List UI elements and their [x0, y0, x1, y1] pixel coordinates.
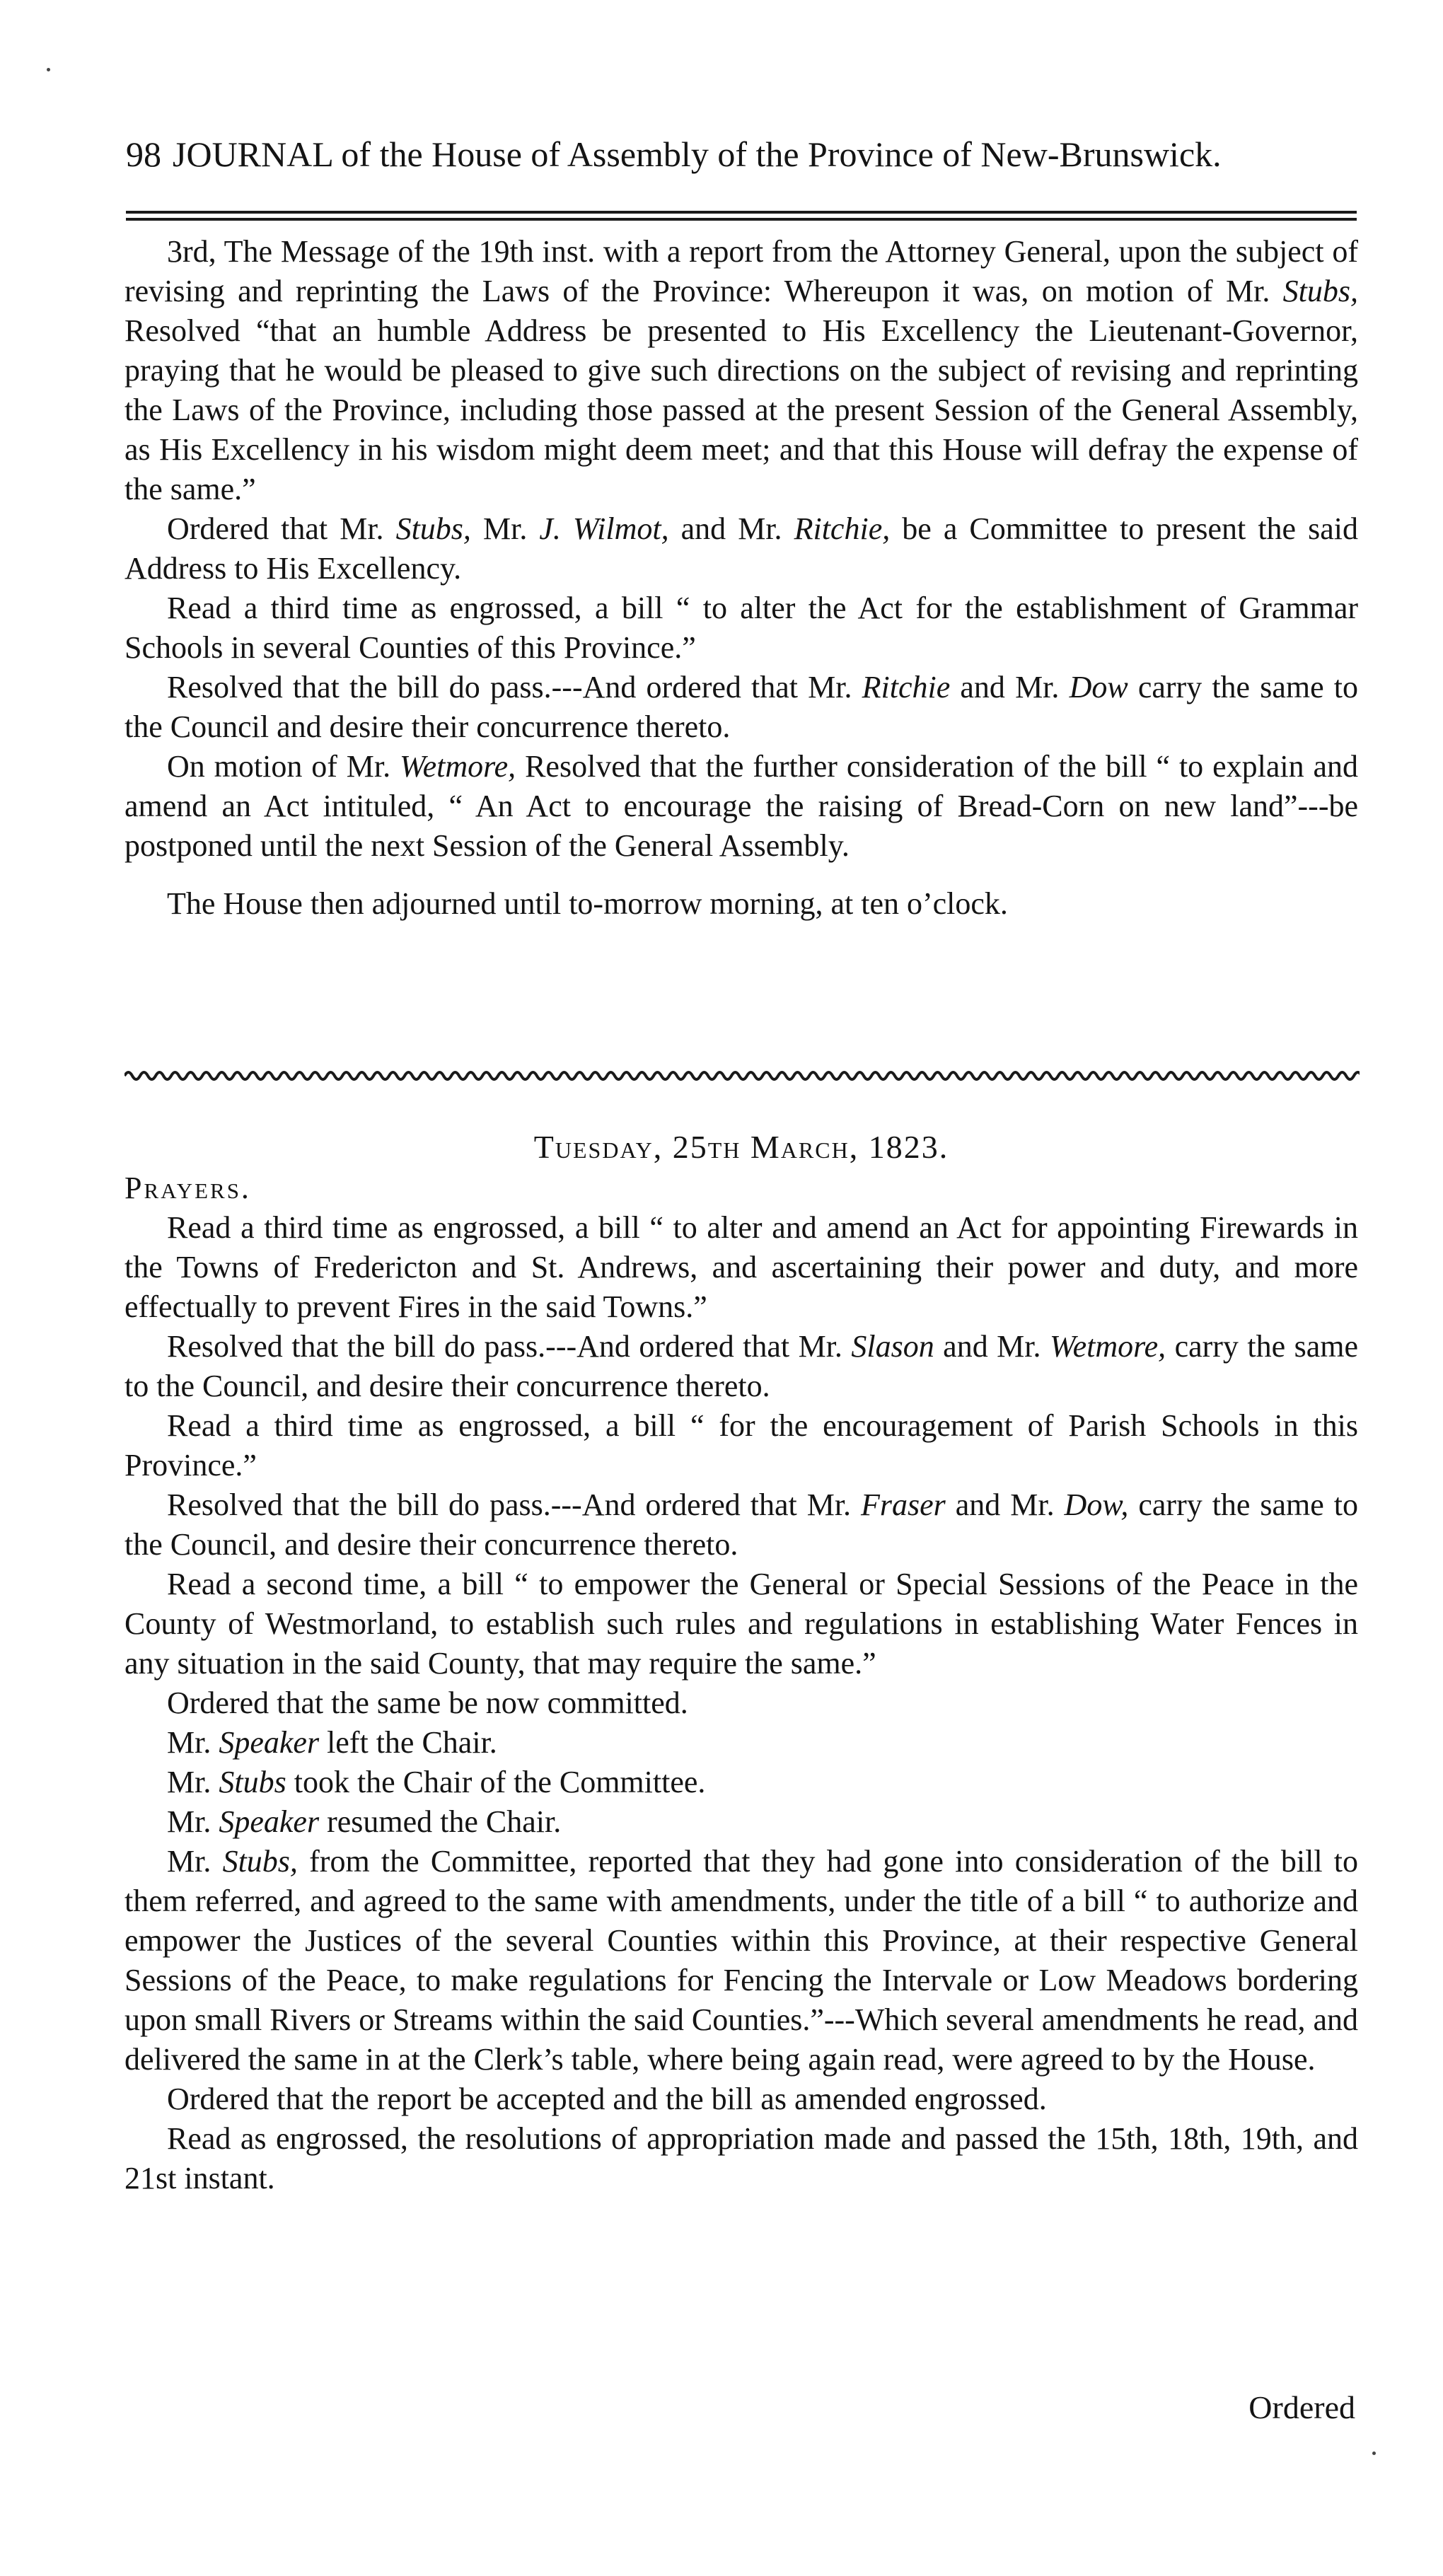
italic-name: Wetmore, [1049, 1329, 1166, 1364]
section-march-24 [124, 232, 1358, 924]
text-run: Resolved that the bill do pass.---And ordered that Mr. [167, 1329, 852, 1364]
section2-paragraph [124, 1802, 1358, 1842]
section2-paragraph [124, 1565, 1358, 1683]
text-run: Mr. [167, 1804, 219, 1839]
page-number: 98 [126, 134, 161, 174]
italic-name: Dow [1069, 670, 1128, 704]
section2-paragraph [124, 1683, 1358, 1723]
text-run: resumed the Chair. [319, 1804, 562, 1839]
text-run: Mr. [167, 1844, 223, 1879]
italic-name: Ritchie [862, 670, 951, 704]
italic-name: Stubs, [222, 1844, 298, 1879]
running-title: JOURNAL of the House of Assembly of the Province of New-Brunswick. [173, 134, 1222, 174]
text-run: took the Chair of the Committee. [286, 1765, 706, 1799]
italic-name: J. Wilmot, [539, 511, 669, 546]
text-run: and Mr. [950, 670, 1070, 704]
prayers-heading: Prayers. [124, 1171, 251, 1205]
text-run: Mr. [470, 511, 540, 546]
section-march-25 [124, 1168, 1358, 2198]
section2-paragraph [124, 1327, 1358, 1406]
italic-name: Speaker [219, 1725, 320, 1760]
print-speck [1372, 2452, 1376, 2455]
text-run: and Mr. [934, 1329, 1050, 1364]
text-run: left the Chair. [319, 1725, 497, 1760]
italic-name: Stubs, [395, 511, 471, 546]
text-run: 3rd, The Message of the 19th inst. with a report from the Attorney General, upon the subject of revising and reprinting the Laws of the Province: Whereupon it was, on motion of Mr. [124, 234, 1358, 308]
section2-paragraph [124, 2119, 1358, 2198]
text-run: carry the same to the Council and desire their concurrence thereto. [124, 670, 1359, 744]
text-run: Resolved that the bill do pass.---And ordered that Mr. [167, 1487, 861, 1522]
date-heading-text: Tuesday, 25th March, 1823. [533, 1129, 949, 1165]
text-run: Resolved “that an humble Address be presented to His Excellency the Lieutenant-Governor, praying that he would be pleased to give such directions on the subject of revising and reprinting the Laws of the Province, including those passed at the present Session of the General Assembly, as His Excellency in his wisdom might deem meet; and that this House will defray the expense of the same.” [124, 313, 1358, 506]
text-run: Mr. [167, 1765, 219, 1799]
section1-paragraph [124, 668, 1358, 747]
italic-name: Slason [851, 1329, 934, 1364]
section2-paragraph [124, 1406, 1358, 1485]
section2-paragraph [124, 1763, 1358, 1802]
header-rule-bottom [126, 218, 1357, 221]
text-run: and Mr. [945, 1487, 1065, 1522]
text-run: Resolved that the bill do pass.---And ordered that Mr. [167, 670, 862, 704]
text-run: carry the same to the Council, and desire their concurrence thereto. [124, 1329, 1358, 1403]
adjournment-paragraph: The House then adjourned until to-morrow morning, at ten o’clock. [167, 886, 1008, 921]
header-rule-top [126, 211, 1357, 214]
paragraphs-section-2 [124, 1208, 1358, 2198]
section2-paragraph [124, 2079, 1358, 2119]
text-run: Mr. [167, 1725, 219, 1760]
section2-paragraph [124, 1208, 1358, 1327]
text-run: from the Committee, reported that they had gone into consideration of the bill to them referred, and agreed to the same with amendments, under the title of a bill “ to authorize and empower the Justices of the several Counties within this Province, at their respective General Sessions of the Peace, to make regulations for Fencing the Intervale or Low Meadows bordering upon small Rivers or Streams within the said Counties.”---Which several amendments he read, and delivered the same in at the Clerk’s table, where being again read, were agreed to by the House. [124, 1844, 1358, 2077]
paragraphs-section-1 [124, 232, 1358, 866]
italic-name: Speaker [219, 1804, 320, 1839]
text-run: Read a third time as engrossed, a bill “ to alter and amend an Act for appointing Firewards in the Towns of Fredericton and St. Andrews, and ascertaining their power and duty, and more effectually to prevent Fires in the said Towns.” [124, 1210, 1358, 1324]
text-run: Read a third time as engrossed, a bill “ to alter the Act for the establishment of Grammar Schools in several Counties of this Province.” [124, 591, 1358, 665]
section1-paragraph [124, 232, 1358, 509]
text-run: Read a third time as engrossed, a bill “ for the encouragement of Parish Schools in this Province.” [124, 1408, 1358, 1483]
italic-name: Dow, [1064, 1487, 1129, 1522]
section2-paragraph [124, 1723, 1358, 1763]
date-heading [124, 1127, 1358, 1167]
italic-name: Fraser [861, 1487, 946, 1522]
italic-name: Stubs, [1282, 274, 1358, 308]
section1-paragraph [124, 509, 1358, 588]
italic-name: Wetmore, [400, 749, 516, 784]
text-run: Read as engrossed, the resolutions of appropriation made and passed the 15th, 18th, 19th, and 21st instant. [124, 2121, 1358, 2195]
text-run: Resolved that the further consideration of the bill “ to explain and amend an Act intituled, “ An Act to encourage the raising of Bread-Corn on new land”---be postponed until the next Session of the General Assembly. [124, 749, 1358, 863]
text-run: Read a second time, a bill “ to empower the General or Special Sessions of the Peace in the County of Westmorland, to establish such rules and regulations in establishing Water Fences in any situation in the said County, that may require the same.” [124, 1567, 1358, 1681]
wavy-section-divider [124, 1067, 1360, 1085]
text-run: be a Committee to present the said Address to His Excellency. [124, 511, 1358, 586]
section1-paragraph [124, 588, 1358, 668]
italic-name: Stubs [219, 1765, 286, 1799]
italic-name: Ritchie, [794, 511, 891, 546]
running-header [126, 133, 1364, 175]
text-run: Ordered that the report be accepted and the bill as amended engrossed. [167, 2082, 1047, 2116]
section2-paragraph [124, 1842, 1358, 2079]
text-run: carry the same to the Council, and desire their concurrence thereto. [124, 1487, 1358, 1562]
print-speck [47, 68, 50, 71]
text-run: and Mr. [668, 511, 794, 546]
text-run: On motion of Mr. [167, 749, 400, 784]
section2-paragraph [124, 1485, 1358, 1565]
catchword: Ordered [1248, 2389, 1355, 2425]
text-run: Ordered that the same be now committed. [167, 1686, 688, 1720]
text-run: Ordered that Mr. [167, 511, 396, 546]
section1-paragraph [124, 747, 1358, 866]
